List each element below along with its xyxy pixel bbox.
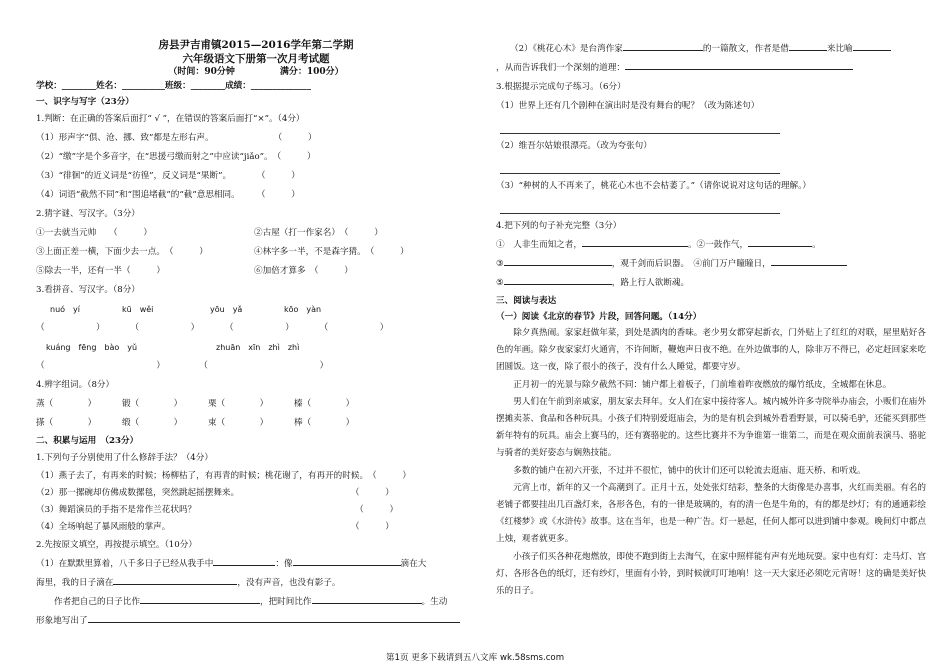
word-pair: 搽（ ） xyxy=(36,418,97,428)
fill-blank[interactable] xyxy=(140,593,260,604)
sentence-task: （3）“种树的人不再来了，桃花心木也不会枯萎了。”（请你说说对这句话的理解。） xyxy=(496,181,812,191)
pinyin-row xyxy=(36,338,476,357)
fill-text: ，路上行人欲断魂。 xyxy=(611,278,690,288)
fill-blank[interactable] xyxy=(504,274,612,285)
riddle-item: ⑥加倍才算多 （ ） xyxy=(254,266,353,276)
answer-brackets: （ ） （ ） xyxy=(36,361,329,371)
fill-text: 海里，我的日子滴在 xyxy=(36,578,114,588)
fill-text: ，从而告诉我们一个深刻的道理： xyxy=(496,63,625,73)
fill-blank[interactable] xyxy=(582,236,688,247)
pinyin-word: kōo yàn xyxy=(284,305,322,314)
q2-row xyxy=(36,224,476,243)
fill-text: ，没有声音，也没有影子。 xyxy=(237,578,341,588)
reading-title: （一）阅读《北京的春节》片段，回答问题。（14分） xyxy=(496,312,702,322)
word-pair: 束（ ） xyxy=(208,418,269,428)
right-column xyxy=(496,40,926,600)
q2-row xyxy=(36,243,476,262)
q4-row xyxy=(36,414,476,433)
word-pair: 缎（ ） xyxy=(122,418,183,428)
pinyin-word: kū wěi xyxy=(122,305,154,314)
sentence-task: （2）维吾尔姑娘很漂亮。（改为夸张句） xyxy=(496,141,652,151)
completion-prompt: 4.把下列的句子补充完整（3分） xyxy=(496,221,622,231)
fill-line xyxy=(36,555,476,574)
sentence-prompt: 3.根据提示完成句子练习。（6分） xyxy=(496,82,626,92)
fill-blank[interactable] xyxy=(625,59,853,70)
q4-prompt: 4.辨字组词。（8分） xyxy=(36,380,115,390)
student-info: 学校：________姓名：__________班级：________成绩：______________ xyxy=(36,81,312,91)
fill-text: ：像 xyxy=(275,559,293,569)
fill-text: ，观千剑而后识器。 ④前门万户瞳瞳日， xyxy=(611,259,771,269)
q2-row xyxy=(36,262,476,281)
pinyin-word: zhuān xīn zhì zhì xyxy=(216,343,300,352)
fill-text: ① 人非生而知之者， xyxy=(496,240,582,250)
answer-line[interactable] xyxy=(500,116,780,134)
q2-prompt: 2.猜字谜、写汉字。（3分） xyxy=(36,209,140,219)
riddle-item: ②古屋（打一作家名） （ ） xyxy=(254,228,383,238)
left-column xyxy=(36,38,476,631)
fill-blank[interactable] xyxy=(771,255,847,266)
fill-blank[interactable] xyxy=(748,236,812,247)
fill-text: 作者把自己的日子比作 xyxy=(54,597,140,607)
rhetoric-item: （2）那一摞碗却仿佛成数摞毯，突然跳起摇摆舞来。 （ ） xyxy=(36,488,394,498)
rhetoric-item: （1）燕子去了，有再来的时候；杨柳枯了，有再青的时候；桃花谢了，有再开的时候。 （ ） xyxy=(36,471,411,481)
time-and-score: （时间：90分钟 满分：100分） xyxy=(168,67,344,77)
rhetoric-prompt: 1.下列句子分别使用了什么修辞手法？（4分） xyxy=(36,453,213,463)
q4-row xyxy=(36,395,476,414)
q1-item: （1）形声字“倶、沧、挪、致”都是左形右声。 （ ） xyxy=(36,133,317,143)
word-pair: 锻（ ） xyxy=(122,399,183,409)
q3-prompt: 3.看拼音、写汉字。（8分） xyxy=(36,285,140,295)
fill-line xyxy=(496,59,926,78)
fill-blank[interactable] xyxy=(293,555,401,566)
fill-line xyxy=(36,612,476,631)
exam-subtitle: 六年级语文下册第一次月考试题 xyxy=(182,53,330,65)
answer-brackets: （ ） （ ） （ ） （ ） xyxy=(36,323,389,333)
fill-line xyxy=(496,255,926,274)
q1-item: （4）词语“截然不同”和“围追堵截”的“截”意思相同。 （ ） xyxy=(36,190,300,200)
fill-blank[interactable] xyxy=(312,593,422,604)
fill-blank[interactable] xyxy=(789,40,827,51)
q1-item: （3）“徘徊”的近义词是“彷徨”，反义词是“果断”。 （ ） xyxy=(36,171,300,181)
reading-paragraph: 多数的铺户在初六开张，不过并不很忙，铺中的伙计们还可以轮流去逛庙、逛天桥、和听戏。 xyxy=(513,465,866,476)
reading-paragraph: 除夕真热闹。家家赶做年菜，到处是酒肉的香味。老少男女都穿起新衣，门外贴上了红红的对联，屋里贴好各色的年画。除夕夜家家灯火通宵，不许间断，鞭炮声日夜不绝。在外边做事的人，除非万不得已，必定赶回家来吃团圆饭。这一夜，除了很小的孩子，没有什么人睡觉，都要守岁。 xyxy=(496,328,926,373)
answer-line[interactable] xyxy=(500,196,780,214)
fill-text: 。生动 xyxy=(421,597,448,607)
fill-text: 形象地写出了 xyxy=(36,616,88,626)
pinyin-word: yōu yǎ xyxy=(210,305,243,314)
rhetoric-item: （4）全场响起了暴风雨般的掌声。 （ ） xyxy=(36,522,394,532)
fill-blank[interactable] xyxy=(213,555,275,566)
fill-blank[interactable] xyxy=(853,40,891,51)
fill-blank[interactable] xyxy=(504,255,612,266)
word-pair: 栗（ ） xyxy=(208,399,269,409)
fill-blank[interactable] xyxy=(623,40,703,51)
page-footer: 第1页 更多下载请到五八文库 wk.58sms.com xyxy=(385,653,565,663)
fill-text: 的一篇散文，作者是借 xyxy=(702,44,789,54)
reading-paragraph: 小孩子们买各种花炮燃放，即使不跑到街上去淘气，在家中照样能有声有光地玩耍。家中也有灯：走马灯、宫灯、各形各色的纸灯，还有纱灯，里面有小铃，到时候就叮叮地响！这一天大家还必须吃元宵呀！这的确是美好快乐的日子。 xyxy=(496,551,926,597)
fill-text: 。②一鼓作气， xyxy=(687,240,749,250)
reading-paragraph: 元宵上市，新年的又一个高潮到了。正月十五，处处张灯结彩，整条的大街像是办喜事，火红而美丽。有名的老铺子都要挂出几百盏灯来，各形各色，有的一律是玻璃的，有的清一色是牛角的，有的都是纱灯；有的通通彩绘《红楼梦》或《水浒传》故事。这在当年，也是一种广告。灯一悬起，任何人都可以进到铺中参观。晚间灯中都点上烛，观者就更多。 xyxy=(496,482,926,545)
exam-title: 房县尹吉甫镇2015—2016学年第二学期 xyxy=(158,39,354,51)
section-2-heading: 二、积累与运用 （23分） xyxy=(36,436,139,446)
q1-prompt: 1.判断：在正确的答案后面打“ √ ”，在错误的答案后面打“×”。（4分） xyxy=(36,114,305,124)
section-1-heading: 一、识字与写字（23分） xyxy=(36,97,134,107)
fill-text: ，把时间比作 xyxy=(259,597,312,607)
fill-line xyxy=(496,274,926,293)
fill-line xyxy=(496,40,926,59)
fill-blank[interactable] xyxy=(113,574,237,585)
fill-text: ③ xyxy=(496,259,504,269)
reading-paragraph: 男人们在午前到亲戚家，朋友家去拜年。女人们在家中接待客人。城内城外许多寺院举办庙会，小贩们在庙外摆摊卖茶、食品和各种玩具。小孩子们特别爱逛庙会，为的是有机会到城外看看野景，可以骑毛驴，还能买到那些新年特有的玩具。庙会上赛马的，还有赛骆驼的。这些比赛并不为争谁第一谁第二，而是在观众面前表演马、骆驼与骑者的美好姿态与娴熟技能。 xyxy=(496,396,926,459)
pinyin-word: kuáng fēng bào yǔ xyxy=(46,343,138,352)
fill-text: 来比喻 xyxy=(826,44,853,54)
pinyin-row xyxy=(36,300,476,319)
fill-blank[interactable] xyxy=(88,612,460,623)
word-pair: 棒（ ） xyxy=(294,418,355,428)
fill-text: 。 xyxy=(812,240,821,250)
fill-text: （2）《桃花心木》是台湾作家 xyxy=(510,44,623,54)
fill-text: ⑤ xyxy=(496,278,504,288)
fill-text: 滴在大 xyxy=(400,559,427,569)
riddle-item: ①一去就当元帅 （ ） xyxy=(36,228,153,238)
fill-text: （1）在默默里算着，八千多日子已经从我手中 xyxy=(36,559,214,569)
pinyin-word: nuó yí xyxy=(50,305,80,314)
fill-line xyxy=(496,236,926,255)
reading-paragraph: 正月初一的光景与除夕截然不同：铺户都上着板子，门前堆着昨夜燃放的爆竹纸皮，全城都在休息。 xyxy=(513,379,892,390)
section-3-heading: 三、阅读与表达 xyxy=(496,296,557,306)
riddle-item: ③上面正差一横，下面少去一点。 （ ） xyxy=(36,247,208,257)
riddle-item: ⑤除去一半，还有一半（ ） xyxy=(36,266,165,276)
fill-line xyxy=(36,574,476,593)
answer-line[interactable] xyxy=(500,156,780,174)
fill-line xyxy=(36,593,476,612)
word-pair: 榛（ ） xyxy=(294,399,355,409)
sentence-task: （1）世界上还有几个剧种在演出时是没有舞台的呢？（改为陈述句） xyxy=(496,101,760,111)
word-pair: 蒸（ ） xyxy=(36,399,97,409)
riddle-item: ④林字多一半，不是森字猜。 （ ） xyxy=(254,247,409,257)
fill-prompt: 2.先按原文填空，再按提示填空。（10分） xyxy=(36,540,197,550)
q1-item: （2）“缴”字是个多音字，在“思援弓缴而射之”中应读“jiǎo”。 （ ） xyxy=(36,152,316,162)
rhetoric-item: （3）舞蹈演员的手指不是常作兰花状吗？ （ ） xyxy=(36,505,399,515)
